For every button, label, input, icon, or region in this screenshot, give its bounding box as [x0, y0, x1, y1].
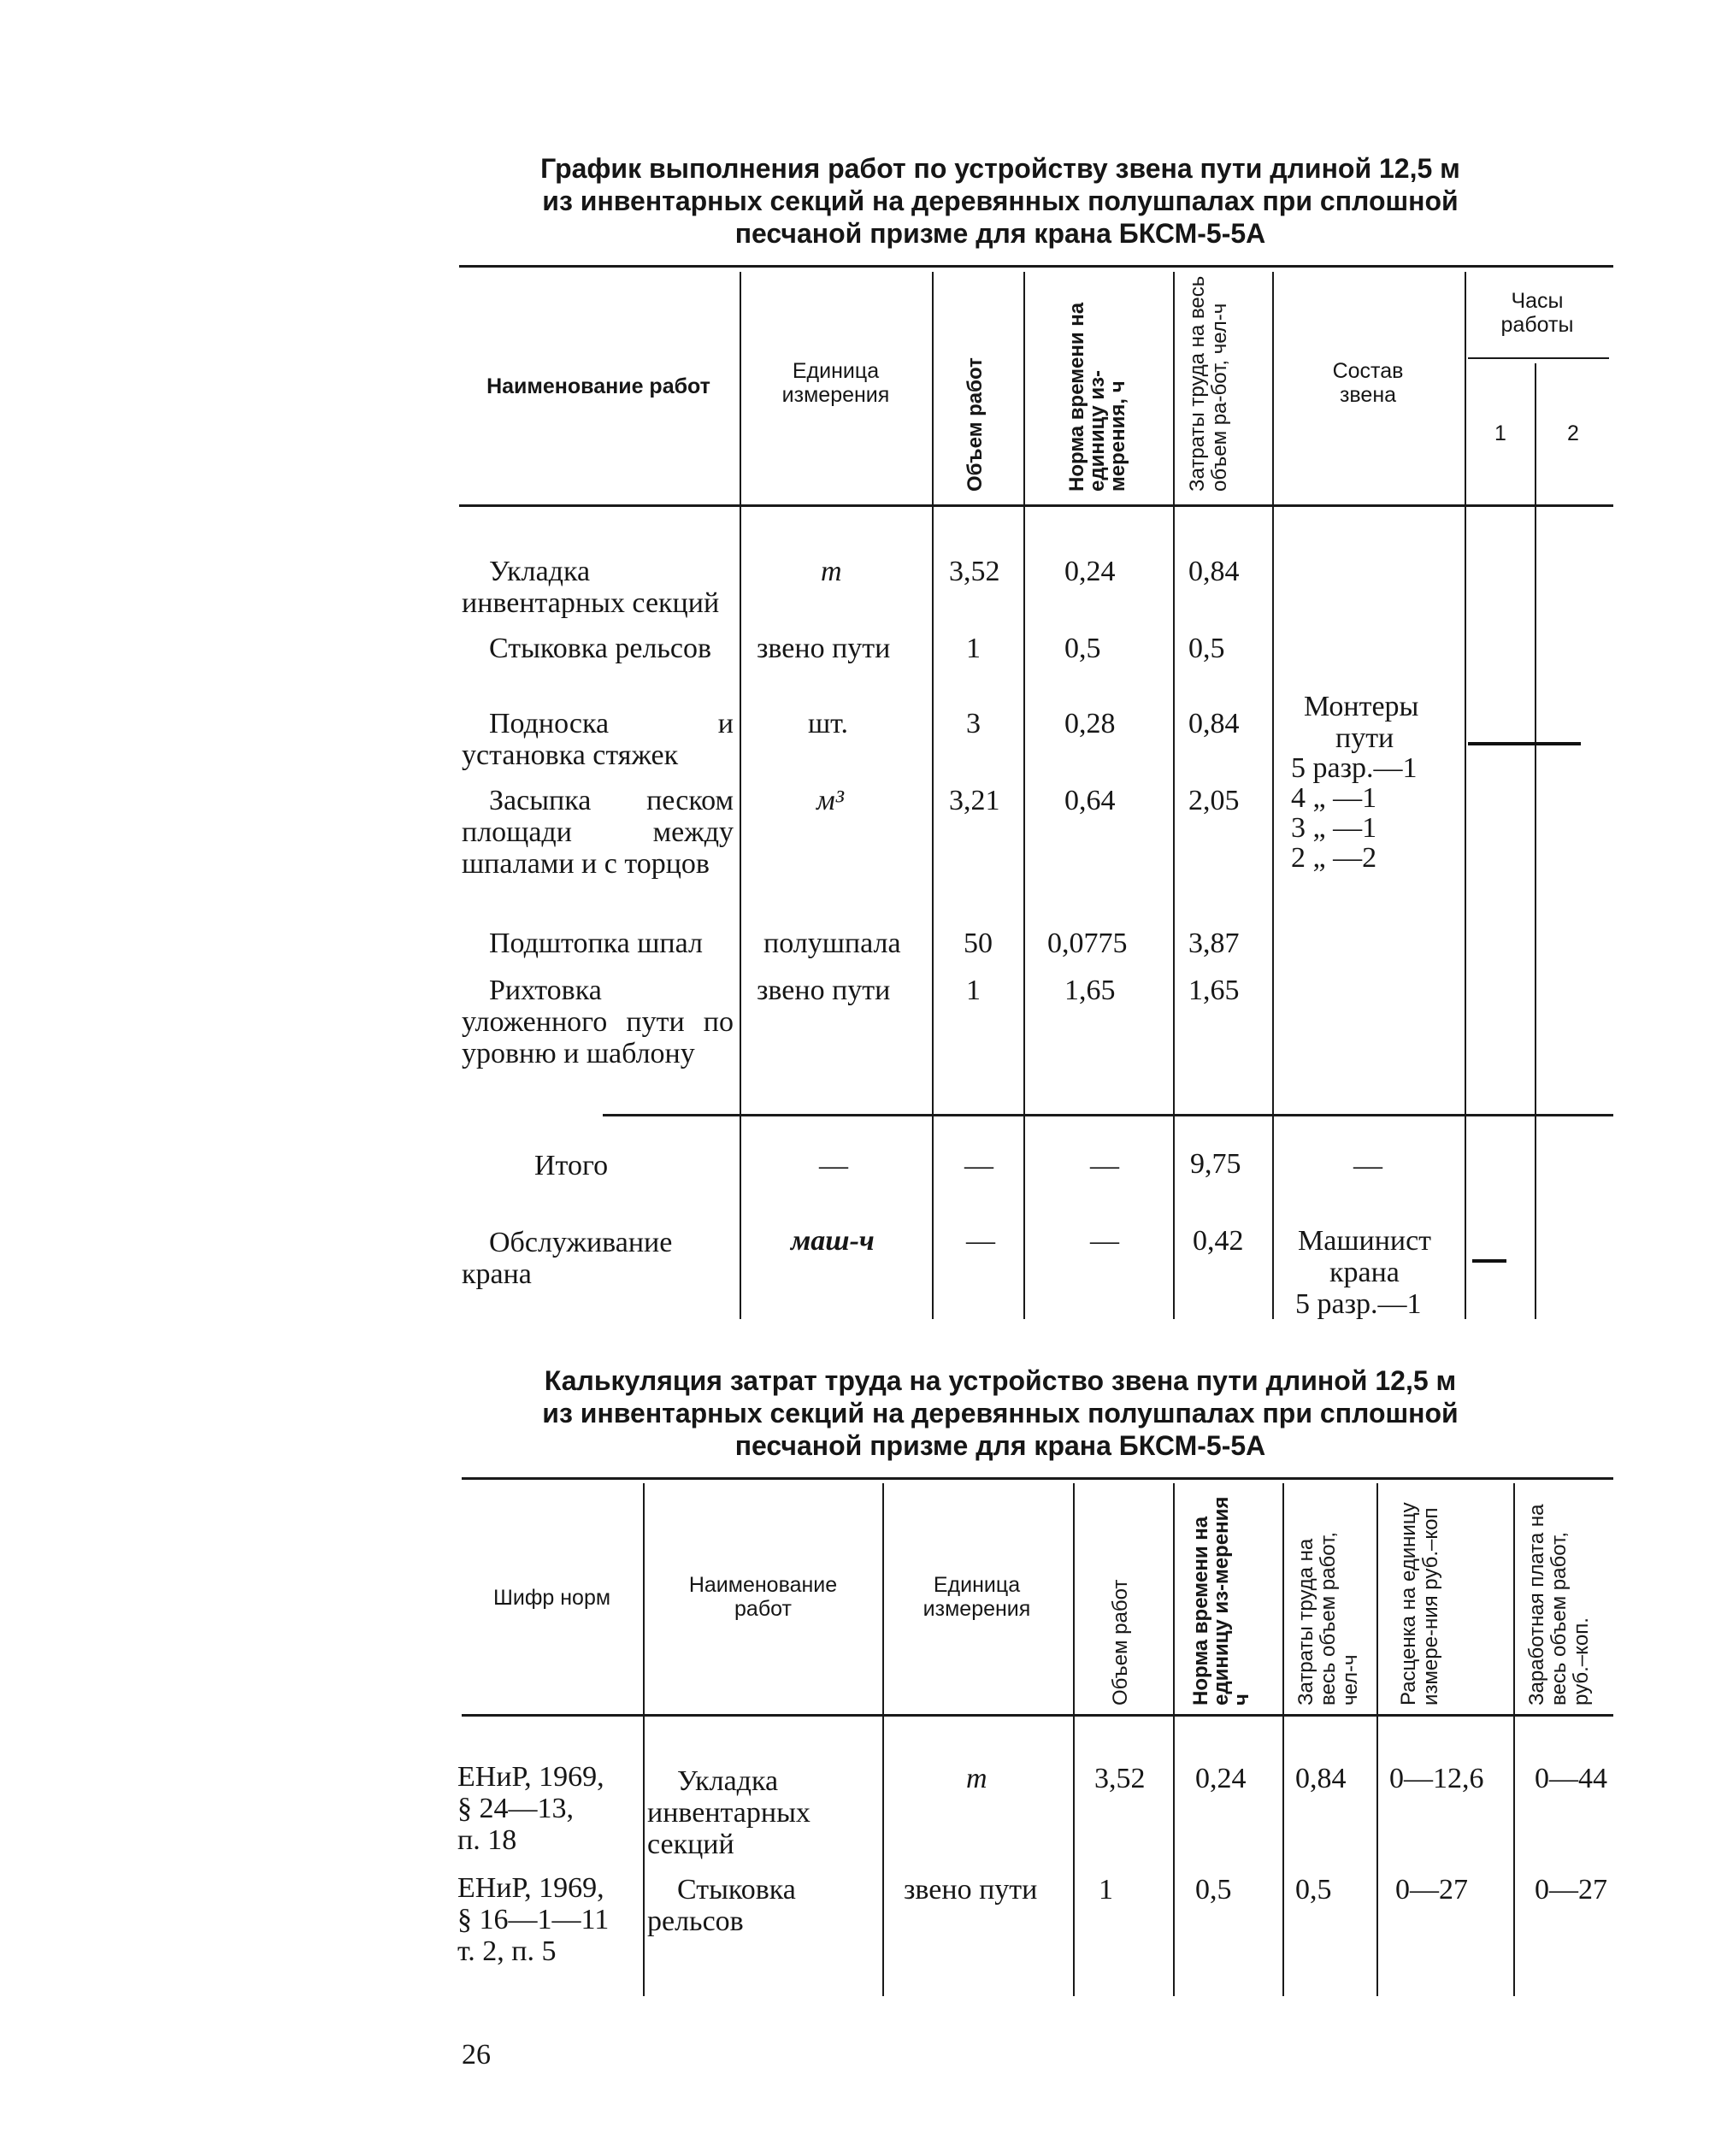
- calculation-header-code: Шифр норм: [492, 1586, 611, 1610]
- schedule-row-6-name: Рихтовка уложенного пути по уровню и шаблону: [462, 975, 734, 1069]
- calculation-title: [462, 1364, 1539, 1462]
- schedule-row-2-unit: звено пути: [757, 633, 891, 664]
- schedule-crew-line-4: 4 „ —1: [1291, 782, 1377, 814]
- schedule-row-1-labor: 0,84: [1188, 556, 1240, 587]
- schedule-row-1-name: Укладка инвентарных секций: [462, 556, 720, 619]
- calculation-header-unit: Единица измерения: [922, 1573, 1031, 1621]
- schedule-crew-line-1: Монтеры: [1304, 691, 1419, 722]
- schedule-row-6-unit: звено пути: [757, 975, 891, 1006]
- schedule-crane-crew-line-1: Машинист: [1298, 1225, 1432, 1257]
- schedule-crew-line-2: пути: [1335, 722, 1394, 754]
- schedule-total-rule: [603, 1114, 1613, 1116]
- schedule-col-line-1: [740, 272, 741, 1319]
- calculation-row-1-labor: 0,84: [1295, 1763, 1347, 1794]
- schedule-col-line-5: [1272, 272, 1274, 1319]
- calculation-header-volume: Объем работ: [1109, 1579, 1132, 1705]
- schedule-hours-rule: [1468, 357, 1609, 359]
- schedule-row-2-norm: 0,5: [1064, 633, 1101, 664]
- schedule-crane-labor: 0,42: [1193, 1225, 1244, 1257]
- schedule-header-unit: Единица измерения: [781, 359, 890, 407]
- schedule-row-5-volume: 50: [964, 928, 993, 959]
- schedule-row-4-name: Засыпка песком площади между шпалами и с торцов: [462, 785, 734, 880]
- schedule-row-3-unit: шт.: [808, 708, 848, 739]
- calculation-col-line-5: [1282, 1483, 1284, 1996]
- schedule-row-4-volume: 3,21: [949, 785, 1000, 816]
- schedule-title-line-3: песчаной призме для крана БКСМ-5-5А: [734, 218, 1266, 249]
- calculation-row-2-code-line-1: ЕНиР, 1969,: [457, 1872, 604, 1904]
- schedule-crane-crew-line-2: крана: [1329, 1257, 1400, 1288]
- schedule-total-norm: —: [1090, 1150, 1119, 1181]
- schedule-crane-hours-bar: [1472, 1259, 1506, 1263]
- schedule-row-3-name: Подноска и установка стяжек: [462, 708, 734, 771]
- schedule-header-rule: [459, 504, 1613, 507]
- schedule-row-3-norm: 0,28: [1064, 708, 1116, 739]
- calculation-row-1-norm: 0,24: [1195, 1763, 1247, 1794]
- schedule-header-hour-2: 2: [1567, 421, 1579, 445]
- schedule-total-unit: —: [819, 1150, 848, 1181]
- schedule-row-5-norm: 0,0775: [1047, 928, 1128, 959]
- schedule-row-4-norm: 0,64: [1064, 785, 1116, 816]
- schedule-header-hour-1: 1: [1494, 421, 1506, 445]
- calculation-row-1-unit: т: [966, 1763, 987, 1794]
- calculation-col-line-1: [643, 1483, 645, 1996]
- schedule-crane-volume: —: [966, 1225, 995, 1257]
- calculation-header-labor: Затраты труда на весь объем работ, чел-ч: [1294, 1531, 1362, 1705]
- calculation-title-line-1: Калькуляция затрат труда на устройство звена пути длиной 12,5 м: [544, 1365, 1457, 1396]
- schedule-row-1-volume: 3,52: [949, 556, 1000, 587]
- schedule-row-5-unit: полушпала: [763, 928, 901, 959]
- schedule-crew-line-5: 3 „ —1: [1291, 812, 1377, 844]
- schedule-header-crew: Состав звена: [1332, 359, 1404, 407]
- calculation-row-2-volume: 1: [1099, 1874, 1113, 1906]
- schedule-col-line-7: [1535, 363, 1536, 1319]
- page-number: 26: [462, 2039, 491, 2071]
- schedule-total-labor: 9,75: [1190, 1148, 1241, 1180]
- calculation-header-name: Наименование работ: [688, 1573, 838, 1621]
- schedule-row-5-name: Подштопка шпал: [489, 928, 703, 959]
- schedule-row-1-norm: 0,24: [1064, 556, 1116, 587]
- schedule-total-name: Итого: [534, 1150, 609, 1181]
- calculation-header-wage: Заработная плата на весь объем работ, руб.–коп.: [1525, 1504, 1593, 1705]
- schedule-header-volume: Объем работ: [964, 357, 987, 492]
- schedule-row-6-labor: 1,65: [1188, 975, 1240, 1006]
- calculation-row-2-norm: 0,5: [1195, 1874, 1232, 1906]
- schedule-crane-crew-line-3: 5 разр.—1: [1295, 1288, 1422, 1320]
- calculation-row-2-rate: 0—27: [1395, 1874, 1468, 1906]
- calculation-row-1-rate: 0—12,6: [1389, 1763, 1484, 1794]
- calculation-row-1-code-line-3: п. 18: [457, 1824, 517, 1856]
- calculation-row-2-code-line-3: т. 2, п. 5: [457, 1935, 557, 1967]
- calculation-title-line-3: песчаной призме для крана БКСМ-5-5А: [734, 1430, 1266, 1461]
- schedule-row-2-volume: 1: [966, 633, 981, 664]
- schedule-top-rule: [459, 265, 1613, 268]
- schedule-row-3-labor: 0,84: [1188, 708, 1240, 739]
- calculation-header-norm: Норма времени на единицу из-мерения ч: [1189, 1496, 1253, 1705]
- calculation-col-line-7: [1513, 1483, 1515, 1996]
- schedule-row-4-unit: м³: [816, 785, 844, 816]
- schedule-crane-norm: —: [1090, 1225, 1119, 1257]
- schedule-header-hours: Часы работы: [1500, 289, 1574, 337]
- schedule-header-name: Наименование работ: [486, 374, 710, 398]
- schedule-title-line-1: График выполнения работ по устройству звена пути длиной 12,5 м: [540, 153, 1460, 184]
- schedule-col-line-4: [1173, 272, 1175, 1319]
- schedule-total-crew: —: [1353, 1150, 1382, 1181]
- calculation-row-1-code-line-1: ЕНиР, 1969,: [457, 1761, 604, 1793]
- calculation-row-2-unit: звено пути: [904, 1874, 1038, 1906]
- calculation-row-2-name: Стыковка рельсов: [647, 1874, 796, 1937]
- calculation-col-line-4: [1173, 1483, 1175, 1996]
- calculation-row-2-wage: 0—27: [1535, 1874, 1607, 1906]
- schedule-col-line-3: [1023, 272, 1025, 1319]
- calculation-row-2-code-line-2: § 16—1—11: [457, 1904, 610, 1935]
- calculation-top-rule: [462, 1477, 1613, 1480]
- calculation-col-line-2: [882, 1483, 884, 1996]
- schedule-col-line-6: [1465, 272, 1466, 1319]
- schedule-total-volume: —: [964, 1150, 993, 1181]
- calculation-row-2-labor: 0,5: [1295, 1874, 1332, 1906]
- calculation-header-rate: Расценка на единицу измере-ния руб.–коп: [1397, 1502, 1442, 1705]
- schedule-row-5-labor: 3,87: [1188, 928, 1240, 959]
- schedule-row-1-unit: т: [821, 556, 842, 587]
- schedule-row-6-volume: 1: [966, 975, 981, 1006]
- schedule-row-2-labor: 0,5: [1188, 633, 1225, 664]
- calculation-row-1-name: Укладка инвентарных секций: [647, 1765, 811, 1860]
- calculation-title-line-2: из инвентарных секций на деревянных полушпалах при сплошной: [542, 1398, 1459, 1428]
- schedule-row-2-name: Стыковка рельсов: [489, 633, 712, 664]
- schedule-crew-line-6: 2 „ —2: [1291, 842, 1377, 874]
- schedule-crane-name: Обслуживание крана: [462, 1227, 673, 1290]
- schedule-header-labor: Затраты труда на весь объем ра-бот, чел-ч: [1186, 275, 1231, 492]
- schedule-row-6-norm: 1,65: [1064, 975, 1116, 1006]
- calculation-row-1-volume: 3,52: [1094, 1763, 1146, 1794]
- schedule-crane-unit: маш-ч: [791, 1225, 875, 1257]
- schedule-row-4-labor: 2,05: [1188, 785, 1240, 816]
- calculation-row-1-wage: 0—44: [1535, 1763, 1607, 1794]
- calculation-row-1-code-line-2: § 24—13,: [457, 1793, 574, 1824]
- calculation-col-line-6: [1376, 1483, 1378, 1996]
- schedule-hours-bar: [1468, 742, 1581, 745]
- schedule-row-3-volume: 3: [966, 708, 981, 739]
- calculation-header-rule: [462, 1714, 1613, 1717]
- schedule-title-line-2: из инвентарных секций на деревянных полушпалах при сплошной: [542, 186, 1459, 216]
- schedule-header-norm: Норма времени на единицу из-мерения, ч: [1065, 302, 1129, 492]
- schedule-title: [462, 152, 1539, 250]
- calculation-col-line-3: [1073, 1483, 1075, 1996]
- schedule-crew-line-3: 5 разр.—1: [1291, 752, 1418, 784]
- schedule-col-line-2: [932, 272, 934, 1319]
